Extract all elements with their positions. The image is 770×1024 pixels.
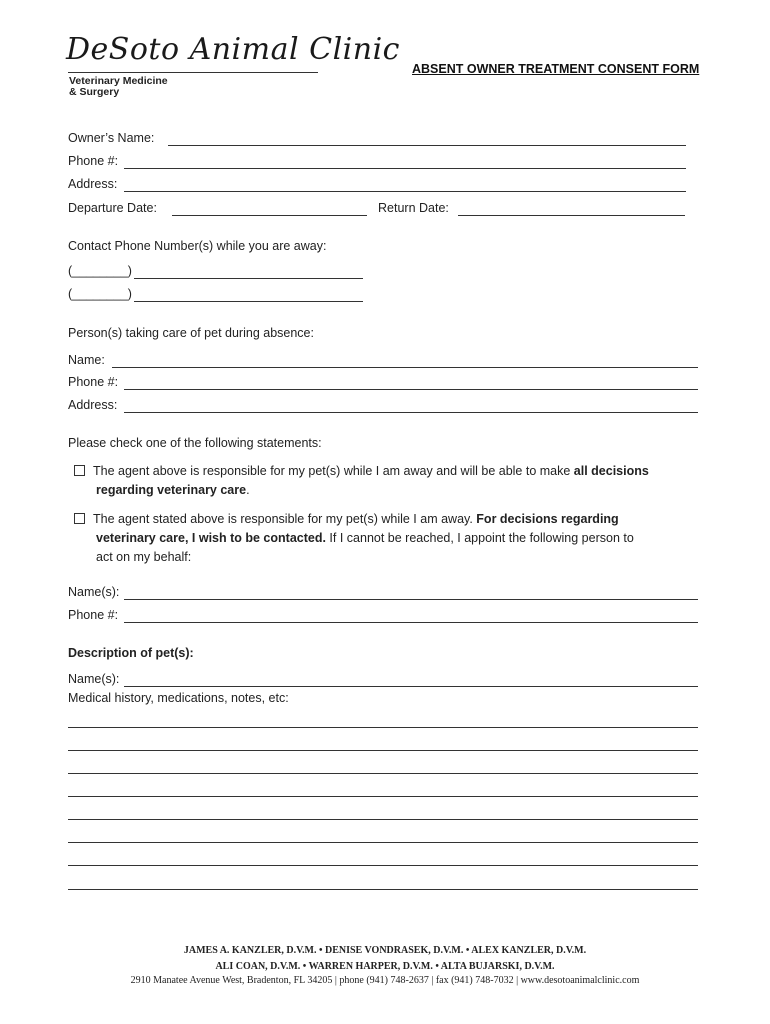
caretaker-phone-label: Phone #: <box>68 375 119 389</box>
medical-history-line[interactable] <box>68 889 698 890</box>
contact-area-code-2[interactable]: (________) <box>68 287 132 301</box>
statement-2-rest: If I cannot be reached, I appoint the following person to <box>325 531 634 545</box>
statement-1-end: . <box>246 483 250 497</box>
pet-names-field[interactable] <box>124 686 698 687</box>
medical-history-line[interactable] <box>68 842 698 843</box>
return-date-label: Return Date: <box>378 201 449 215</box>
pet-description-heading: Description of pet(s): <box>68 646 194 660</box>
medical-history-line[interactable] <box>68 796 698 797</box>
alternate-phone-field[interactable] <box>124 622 698 623</box>
form-title: ABSENT OWNER TREATMENT CONSENT FORM <box>412 62 700 76</box>
owner-address-label: Address: <box>68 177 118 191</box>
logo-subtitle-line1: Veterinary Medicine <box>69 75 168 87</box>
statement-1-checkbox[interactable] <box>74 465 85 476</box>
statement-option-1 <box>74 462 714 500</box>
logo-underline <box>68 72 318 73</box>
contact-phone-2-field[interactable] <box>134 301 363 302</box>
statement-2-line3: act on my behalf: <box>96 550 192 564</box>
caretaker-name-field[interactable] <box>112 367 698 368</box>
owners-name-label: Owner’s Name: <box>68 131 155 145</box>
medical-history-label: Medical history, medications, notes, etc: <box>68 691 289 705</box>
medical-history-line[interactable] <box>68 865 698 866</box>
logo-subtitle-line2: & Surgery <box>69 86 120 98</box>
alternate-names-field[interactable] <box>124 599 698 600</box>
statement-1-bold-b: regarding veterinary care <box>96 483 247 497</box>
pet-names-label: Name(s): <box>68 672 120 686</box>
owner-address-field[interactable] <box>124 191 686 192</box>
medical-history-line[interactable] <box>68 773 698 774</box>
medical-history-line[interactable] <box>68 727 698 728</box>
statement-2-bold-b: veterinary care, I wish to be contacted. <box>96 531 326 545</box>
medical-history-line[interactable] <box>68 819 698 820</box>
caretaker-address-field[interactable] <box>124 412 698 413</box>
alternate-phone-label: Phone #: <box>68 608 119 622</box>
footer-address: 2910 Manatee Avenue West, Bradenton, FL 34205 | phone (941) 748-2637 | fax (941) 748-7032 | www.desotoanimalclinic.com <box>130 975 640 986</box>
statement-1-bold-a: all decisions <box>573 464 649 478</box>
return-date-field[interactable] <box>458 215 685 216</box>
owner-phone-label: Phone #: <box>68 154 119 168</box>
departure-date-label: Departure Date: <box>68 201 157 215</box>
statement-option-2 <box>74 510 714 567</box>
medical-history-line[interactable] <box>68 750 698 751</box>
caretaker-name-label: Name: <box>68 353 105 367</box>
clinic-logo: DeSoto Animal Clinic <box>66 32 400 67</box>
statement-2-checkbox[interactable] <box>74 513 85 524</box>
departure-date-field[interactable] <box>172 215 367 216</box>
contact-area-code-1[interactable]: (________) <box>68 264 132 278</box>
statements-heading: Please check one of the following statements: <box>68 436 322 450</box>
alternate-names-label: Name(s): <box>68 585 120 599</box>
caretaker-heading: Person(s) taking care of pet during absence: <box>68 326 314 340</box>
caretaker-phone-field[interactable] <box>124 389 698 390</box>
caretaker-address-label: Address: <box>68 398 118 412</box>
owner-phone-field[interactable] <box>124 168 686 169</box>
footer-doctors-line1: JAMES A. KANZLER, D.V.M. • DENISE VONDRASEK, D.V.M. • ALEX KANZLER, D.V.M. <box>183 945 587 956</box>
contact-phone-1-field[interactable] <box>134 278 363 279</box>
logo-subtitle <box>69 76 168 98</box>
statement-2-text: The agent stated above is responsible for my pet(s) while I am away. <box>93 512 477 526</box>
statement-2-bold-a: For decisions regarding <box>476 512 619 526</box>
statement-1-text: The agent above is responsible for my pet(s) while I am away and will be able to make <box>93 464 574 478</box>
contact-phone-heading: Contact Phone Number(s) while you are away: <box>68 239 327 253</box>
footer-doctors-line2: ALI COAN, D.V.M. • WARREN HARPER, D.V.M. • ALTA BUJARSKI, D.V.M. <box>215 961 555 972</box>
owners-name-field[interactable] <box>168 145 686 146</box>
